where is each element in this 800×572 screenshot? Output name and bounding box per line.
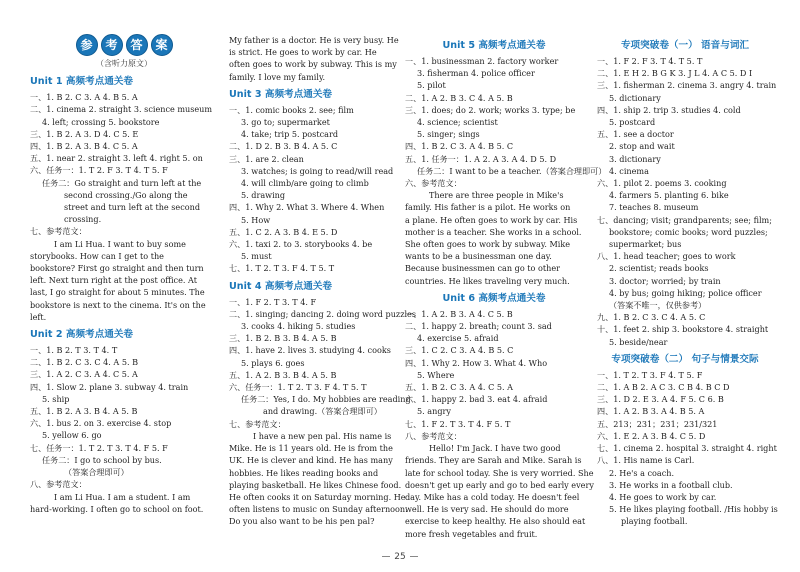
- answer-line: 一、1. T 2. T 3. F 4. T 5. F: [597, 369, 703, 380]
- answer-line: 七、1. F 2. T 3. T 4. F 5. T: [405, 418, 511, 429]
- answer-line: 3. watches; is going to read/will read: [241, 165, 394, 176]
- answer-line: doesn't get up early and go to bed early every: [405, 479, 594, 490]
- answer-line: 七、1. T 2. T 3. F 4. T 5. T: [229, 263, 335, 274]
- answer-line: 5. He likes playing football. /His hobby is: [609, 504, 778, 515]
- answer-line: 三、1. A 2. C 3. A 4. C 5. A: [30, 369, 138, 380]
- answer-line: 4. He goes to work by car.: [609, 491, 717, 502]
- section-heading: Unit 2 高频考点通关卷: [30, 329, 134, 341]
- answer-line: last, I go straight for about 5 minutes. The: [30, 287, 205, 298]
- answer-line: 4. will climb/are going to climb: [241, 178, 369, 189]
- answer-line: 一、1. A 2. B 3. A 4. C 5. B: [405, 308, 513, 319]
- answer-line: a plane. He often goes to work by car. His: [405, 214, 578, 225]
- answer-line: friends. They are Sarah and Mike. Sarah is: [405, 455, 582, 466]
- answer-line: 4. farmers 5. planting 6. bike: [609, 190, 729, 201]
- answer-line: 3. doctor; worried; by train: [609, 275, 721, 286]
- answer-line: 七、任务一：1. T 2. T 3. T 4. F 5. F: [30, 442, 168, 453]
- section-heading: 专项突破卷（二） 句子与情景交际: [611, 353, 759, 365]
- answer-line: 六、参考范文：: [405, 178, 462, 189]
- answer-line: 5. drawing: [241, 190, 286, 201]
- answer-line: 2. scientist; reads books: [609, 263, 709, 274]
- answer-line: I have a new pen pal. His name is: [253, 430, 392, 441]
- answer-line: UK. He is clever and kind. He has many: [229, 455, 393, 466]
- answer-line: 七、1. cinema 2. hospital 3. straight 4. right: [597, 443, 777, 454]
- answer-line: 5. postcard: [609, 117, 656, 128]
- answer-line: 二、1. D 2. B 3. B 4. A 5. C: [229, 141, 338, 152]
- answer-line: 五、1. A 2. B 3. B 4. A 5. B: [229, 369, 337, 380]
- answer-line: 七、参考范文：: [30, 226, 87, 237]
- answer-line: street and turn left at the second: [64, 202, 201, 213]
- section-heading: Unit 3 高频考点通关卷: [229, 88, 333, 100]
- answer-line: 三、1. fisherman 2. cinema 3. angry 4. train: [597, 80, 777, 91]
- answer-line: family. His father is a pilot. He works on: [405, 202, 571, 213]
- answer-line: often goes to work by subway. This is my: [229, 59, 397, 70]
- answer-line: 二、1. singing; dancing 2. doing word puzzles: [229, 308, 416, 319]
- answer-line: 四、1. A 2. B 3. A 4. B 5. A: [597, 406, 705, 417]
- answer-line: 六、1. pilot 2. poems 3. cooking: [597, 178, 727, 189]
- section-heading: Unit 4 高频考点通关卷: [229, 280, 333, 292]
- answer-line: 七、参考范文：: [229, 418, 286, 429]
- answer-line: 四、1. Why 2. How 3. What 4. Who: [405, 357, 548, 368]
- answer-line: 5. yellow 6. go: [42, 430, 102, 441]
- banner-char: 参: [76, 34, 98, 56]
- answer-line: playing basketball. He likes Chinese food.: [229, 479, 402, 490]
- answer-line: day. Mike has a cold today. He doesn't feel: [405, 491, 580, 502]
- answer-line: late for school today. She is very worried. She: [405, 467, 594, 478]
- answer-line: I am Li Hua. I am a student. I am: [54, 491, 191, 502]
- answer-line: 5. Where: [417, 369, 455, 380]
- answer-line: 一、1. comic books 2. see; film: [229, 104, 354, 115]
- answer-line: 5. plays 6. goes: [241, 357, 305, 368]
- answer-line: and drawing.（答案合理即可）: [263, 406, 382, 417]
- answer-line: I am Li Hua. I want to buy some: [54, 238, 186, 249]
- answer-line: 五、1. 任务一：1. A 2. A 3. A 4. D 5. D: [405, 153, 557, 164]
- answer-line: 5. angry: [417, 406, 451, 417]
- answer-line: 任务二：I go to school by bus.: [42, 454, 162, 465]
- answer-line: supermarket; bus: [609, 239, 682, 250]
- answer-key-banner: [30, 34, 218, 56]
- answer-line: 五、1. B 2. C 3. A 4. C 5. A: [405, 382, 513, 393]
- answer-line: 任务二：Go straight and turn left at the: [42, 177, 202, 188]
- answer-line: 3. go to; supermarket: [241, 117, 330, 128]
- answer-line: 二、1. cinema 2. straight 3. science museum: [30, 104, 213, 115]
- answer-line: 二、1. happy 2. breath; count 3. sad: [405, 321, 552, 332]
- answer-line: 八、参考范文：: [30, 479, 87, 490]
- answer-line: bookstore? First go straight and then turn: [30, 263, 204, 274]
- answer-line: left.: [30, 311, 47, 322]
- answer-line: 5. pilot: [417, 80, 446, 91]
- answer-key-subtitle: （含听力原文）: [96, 59, 152, 68]
- answer-line: family. I love my family.: [229, 71, 326, 82]
- answer-line: wants to be a businessman one day.: [405, 251, 552, 262]
- banner-char: 考: [101, 34, 123, 56]
- answer-line: 3. He works in a football club.: [609, 479, 733, 490]
- answer-column-1: [30, 34, 218, 515]
- answer-line: 5. ship: [42, 393, 70, 404]
- answer-line: 4. take; trip 5. postcard: [241, 129, 338, 140]
- answer-line: playing football.: [621, 516, 688, 527]
- answer-line: mother is a teacher. She works in a school.: [405, 226, 582, 237]
- answer-line: 3. dictionary: [609, 153, 661, 164]
- answer-line: 二、1. A 2. B 3. C 4. A 5. B: [405, 92, 513, 103]
- answer-line: bookstore is next to the cinema. It's on the: [30, 299, 206, 310]
- answer-line: 四、1. Why 2. What 3. Where 4. When: [229, 202, 385, 213]
- answer-line: 八、1. head teacher; goes to work: [597, 251, 736, 262]
- answer-column-2: [229, 34, 416, 528]
- answer-line: 二、1. A B 2. A C 3. C B 4. B C D: [597, 382, 730, 393]
- answer-line: 七、dancing; visit; grandparents; see; film;: [597, 214, 772, 225]
- answer-line: 5. How: [241, 214, 271, 225]
- answer-line: storybooks. How can I get to the: [30, 250, 164, 261]
- answer-line: （答案合理即可）: [64, 467, 129, 478]
- answer-line: 三、1. are 2. clean: [229, 153, 304, 164]
- answer-line: 三、1. does; do 2. work; works 3. type; be: [405, 104, 576, 115]
- answer-line: 一、1. F 2. F 3. T 4. T 5. T: [597, 56, 703, 66]
- answer-line: My father is a doctor. He is very busy. He: [229, 35, 399, 45]
- answer-line: 三、1. D 2. E 3. A 4. F 5. C 6. B: [597, 394, 724, 405]
- answer-line: 2. He's a coach.: [609, 467, 675, 478]
- answer-line: 十、1. feet 2. ship 3. bookstore 4. straight: [597, 324, 769, 335]
- section-heading: Unit 5 高频考点通关卷: [442, 40, 546, 51]
- answer-line: 2. stop and wait: [609, 141, 675, 152]
- answer-line: 六、1. bus 2. on 3. exercise 4. stop: [30, 418, 172, 429]
- answer-line: exercise to keep healthy. He also should eat: [405, 516, 586, 527]
- answer-line: 二、1. B 2. C 3. C 4. A 5. B: [30, 357, 139, 368]
- banner-char: 答: [126, 34, 148, 56]
- answer-line: countries. He likes traveling very much.: [405, 275, 570, 286]
- answer-line: 任务二：Yes, I do. My hobbies are reading: [241, 394, 411, 405]
- answer-line: 五、213；231；231；231/321: [597, 418, 718, 429]
- answer-line: 三、1. B 2. A 3. D 4. C 5. E: [30, 128, 139, 139]
- answer-line: 六、1. happy 2. bad 3. eat 4. afraid: [405, 394, 548, 405]
- answer-line: Because businessmen can go to other: [405, 263, 560, 274]
- answer-line: 任务二：I want to be a teacher.（答案合理即可）: [417, 165, 607, 176]
- section-heading: 专项突破卷（一） 语音与词汇: [620, 40, 750, 51]
- answer-line: 四、1. have 2. lives 3. studying 4. cooks: [229, 345, 391, 356]
- answer-line: well. He is very sad. He should do more: [405, 504, 569, 515]
- answer-line: often listens to music on Sunday afternoon.: [229, 504, 408, 515]
- answer-line: 一、1. B 2. C 3. A 4. B 5. A: [30, 92, 138, 103]
- answer-line: 3. fisherman 4. police officer: [417, 68, 535, 79]
- answer-line: 五、1. see a doctor: [597, 129, 674, 140]
- answer-line: There are three people in Mike's: [429, 190, 564, 201]
- answer-line: 5. singer; sings: [417, 129, 480, 140]
- answer-line: 四、1. ship 2. trip 3. studies 4. cold: [597, 104, 741, 115]
- answer-line: She often goes to work by subway. Mike: [405, 239, 571, 250]
- answer-line: left. Next turn right at the post office. At: [30, 275, 197, 286]
- answer-line: He often cooks it on Saturday morning. He: [229, 491, 406, 502]
- answer-line: 三、1. C 2. C 3. A 4. B 5. C: [405, 345, 514, 356]
- answer-line: 四、1. Slow 2. plane 3. subway 4. train: [30, 381, 189, 392]
- answer-line: 八、1. His name is Carl.: [597, 455, 695, 466]
- answer-line: 六、任务一：1. T 2. T 3. F 4. T 5. T: [229, 382, 367, 393]
- answer-line: Mike. He is 11 years old. He is from the: [229, 443, 393, 454]
- answer-line: Do you also want to be his pen pal?: [229, 516, 375, 527]
- answer-line: 5. dictionary: [609, 92, 661, 103]
- answer-line: 4. exercise 5. afraid: [417, 333, 499, 344]
- answer-line: bookstore; comic books; word puzzles;: [609, 226, 768, 237]
- answer-line: 六、1. E 2. A 3. B 4. C 5. D: [597, 430, 706, 441]
- answer-line: is strict. He goes to work by car. He: [229, 47, 377, 58]
- answer-line: 5. beside/near: [609, 336, 668, 347]
- answer-line: 7. teaches 8. museum: [609, 202, 699, 213]
- answer-column-4: [597, 34, 778, 528]
- answer-line: 一、1. B 2. T 3. T 4. T: [30, 345, 118, 356]
- answer-column-3: [405, 34, 607, 540]
- answer-line: 一、1. businessman 2. factory worker: [405, 56, 559, 66]
- answer-line: hard-working. I often go to school on foot.: [30, 503, 204, 514]
- answer-line: 六、1. taxi 2. to 3. storybooks 4. be: [229, 239, 373, 250]
- answer-line: hobbies. He likes reading books and: [229, 467, 379, 478]
- banner-char: 案: [151, 34, 173, 56]
- answer-line: more fresh vegetables and fruit.: [405, 528, 538, 539]
- section-heading: Unit 6 高频考点通关卷: [442, 292, 546, 304]
- section-heading: Unit 1 高频考点通关卷: [30, 76, 134, 88]
- answer-line: crossing.: [64, 214, 102, 225]
- answer-line: 五、1. C 2. A 3. B 4. E 5. D: [229, 226, 338, 237]
- answer-line: 一、1. F 2. T 3. T 4. F: [229, 296, 317, 307]
- answer-line: 六、任务一：1. T 2. F 3. T 4. T 5. F: [30, 165, 168, 176]
- answer-line: 3. cooks 4. hiking 5. studies: [241, 321, 356, 332]
- page-number: 25: [0, 552, 800, 562]
- answer-line: 4. by bus; going hiking; police officer: [609, 287, 762, 298]
- answer-line: Hello! I'm Jack. I have two good: [429, 443, 561, 454]
- answer-line: 三、1. B 2. B 3. B 4. A 5. B: [229, 333, 337, 344]
- answer-line: second crossing./Go along the: [64, 189, 188, 200]
- answer-line: 八、参考范文：: [405, 430, 462, 441]
- answer-line: （答案不唯一，仅供参考）: [609, 300, 707, 311]
- answer-line: 九、1. B 2. C 3. C 4. A 5. C: [597, 312, 706, 323]
- answer-line: 四、1. B 2. A 3. B 4. C 5. A: [30, 141, 138, 152]
- answer-line: 二、1. E H 2. B G K 3. J L 4. A C 5. D I: [597, 68, 753, 79]
- answer-line: 5. must: [241, 251, 272, 262]
- answer-line: 4. left; crossing 5. bookstore: [42, 116, 160, 127]
- answer-line: 五、1. near 2. straight 3. left 4. right 5. on: [30, 153, 203, 164]
- answer-line: 4. cinema: [609, 165, 649, 176]
- answer-line: 四、1. B 2. C 3. A 4. B 5. C: [405, 141, 514, 152]
- answer-line: 五、1. B 2. A 3. B 4. A 5. B: [30, 406, 138, 417]
- answer-line: 4. science; scientist: [417, 117, 498, 128]
